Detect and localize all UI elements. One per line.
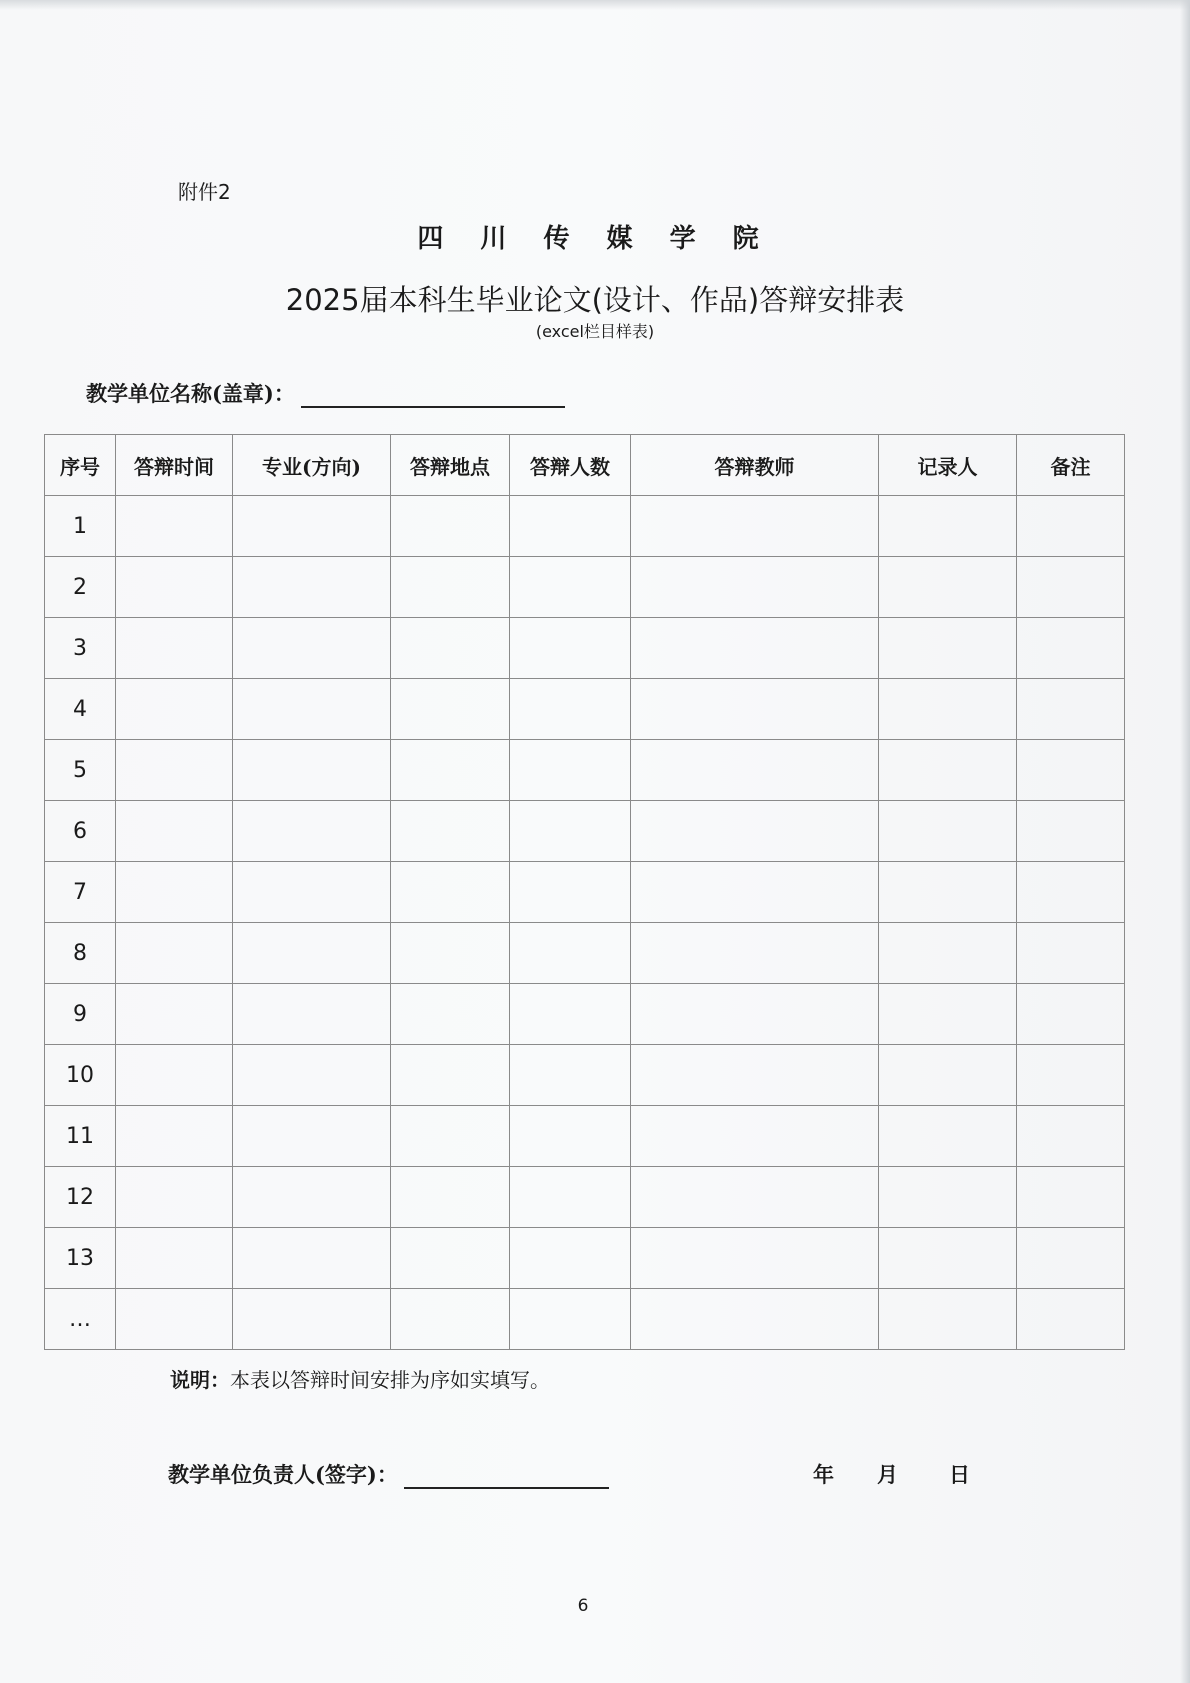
empty-cell [116, 1045, 233, 1106]
table-row [45, 984, 1125, 1045]
attachment-label: 附件2 [178, 180, 231, 204]
empty-cell [116, 1106, 233, 1167]
note-text: 本表以答辩时间安排为序如实填写。 [230, 1368, 550, 1392]
empty-cell [879, 1228, 1017, 1289]
row-number-cell: 12 [45, 1167, 116, 1228]
empty-cell [391, 496, 510, 557]
empty-cell [391, 679, 510, 740]
empty-cell [233, 496, 391, 557]
empty-cell [510, 1106, 631, 1167]
header-major: 专业(方向) [233, 435, 391, 496]
empty-cell [879, 801, 1017, 862]
empty-cell [879, 1106, 1017, 1167]
header-teachers: 答辩教师 [631, 435, 879, 496]
table-row [45, 679, 1125, 740]
header-remarks: 备注 [1017, 435, 1125, 496]
empty-cell [116, 1289, 233, 1350]
document-title: 2025届本科生毕业论文(设计、作品)答辩安排表 [285, 283, 905, 317]
empty-cell [233, 1106, 391, 1167]
empty-cell [391, 1289, 510, 1350]
signature-blank [404, 1465, 609, 1489]
header-location: 答辩地点 [391, 435, 510, 496]
empty-cell [116, 862, 233, 923]
row-number-cell: 6 [45, 801, 116, 862]
empty-cell [233, 984, 391, 1045]
empty-cell [510, 1289, 631, 1350]
row-number-cell: 11 [45, 1106, 116, 1167]
empty-cell [1017, 984, 1125, 1045]
empty-cell [116, 1167, 233, 1228]
empty-cell [1017, 1167, 1125, 1228]
empty-cell [391, 557, 510, 618]
empty-cell [510, 801, 631, 862]
header-recorder: 记录人 [879, 435, 1017, 496]
empty-cell [631, 1228, 879, 1289]
row-number-cell: 7 [45, 862, 116, 923]
empty-cell [631, 923, 879, 984]
empty-cell [879, 862, 1017, 923]
empty-cell [631, 740, 879, 801]
table-row [45, 1167, 1125, 1228]
empty-cell [233, 923, 391, 984]
empty-cell [631, 557, 879, 618]
empty-cell [879, 923, 1017, 984]
table-row [45, 801, 1125, 862]
empty-cell [233, 1045, 391, 1106]
empty-cell [631, 1289, 879, 1350]
document-subtitle: (excel栏目样表) [535, 322, 655, 341]
empty-cell [1017, 557, 1125, 618]
empty-cell [391, 801, 510, 862]
empty-cell [879, 1289, 1017, 1350]
empty-cell [879, 618, 1017, 679]
page-number: 6 [577, 1596, 589, 1616]
unit-name-blank [301, 384, 565, 408]
empty-cell [879, 557, 1017, 618]
empty-cell [510, 679, 631, 740]
empty-cell [116, 496, 233, 557]
empty-cell [631, 1045, 879, 1106]
table-row [45, 1106, 1125, 1167]
table-header-row [45, 435, 1125, 496]
empty-cell [233, 1228, 391, 1289]
empty-cell [631, 1106, 879, 1167]
empty-cell [631, 984, 879, 1045]
signature-label: 教学单位负责人(签字)： [168, 1462, 398, 1487]
empty-cell [116, 1228, 233, 1289]
empty-cell [116, 984, 233, 1045]
empty-cell [391, 984, 510, 1045]
table-row [45, 923, 1125, 984]
unit-name-label: 教学单位名称(盖章)： [86, 381, 295, 406]
empty-cell [510, 862, 631, 923]
empty-cell [391, 1045, 510, 1106]
row-number-cell: … [45, 1289, 116, 1350]
empty-cell [631, 1167, 879, 1228]
row-number-cell: 2 [45, 557, 116, 618]
school-name: 四 川 传 媒 学 院 [417, 224, 773, 254]
empty-cell [116, 923, 233, 984]
empty-cell [116, 679, 233, 740]
empty-cell [879, 1045, 1017, 1106]
empty-cell [391, 740, 510, 801]
empty-cell [1017, 923, 1125, 984]
empty-cell [1017, 496, 1125, 557]
empty-cell [391, 1228, 510, 1289]
empty-cell [391, 862, 510, 923]
empty-cell [510, 1228, 631, 1289]
empty-cell [631, 618, 879, 679]
empty-cell [510, 557, 631, 618]
date-year-label: 年 [813, 1462, 834, 1487]
row-number-cell: 3 [45, 618, 116, 679]
header-count: 答辩人数 [510, 435, 631, 496]
empty-cell [233, 862, 391, 923]
empty-cell [510, 1167, 631, 1228]
note-line [170, 1364, 550, 1393]
empty-cell [879, 679, 1017, 740]
row-number-cell: 9 [45, 984, 116, 1045]
row-number-cell: 13 [45, 1228, 116, 1289]
row-number-cell: 1 [45, 496, 116, 557]
defense-schedule-table [44, 434, 1125, 1350]
empty-cell [1017, 801, 1125, 862]
empty-cell [631, 679, 879, 740]
empty-cell [233, 801, 391, 862]
table-row [45, 557, 1125, 618]
empty-cell [879, 1167, 1017, 1228]
empty-cell [879, 740, 1017, 801]
header-defense-time: 答辩时间 [116, 435, 233, 496]
empty-cell [116, 801, 233, 862]
table-row [45, 740, 1125, 801]
unit-name-line [86, 378, 565, 408]
empty-cell [233, 557, 391, 618]
empty-cell [233, 1289, 391, 1350]
signature-line [168, 1459, 609, 1489]
empty-cell [233, 1167, 391, 1228]
empty-cell [116, 557, 233, 618]
empty-cell [631, 801, 879, 862]
empty-cell [510, 923, 631, 984]
row-number-cell: 4 [45, 679, 116, 740]
empty-cell [510, 618, 631, 679]
note-label: 说明： [170, 1368, 230, 1392]
empty-cell [510, 984, 631, 1045]
empty-cell [233, 618, 391, 679]
table-row [45, 618, 1125, 679]
empty-cell [391, 618, 510, 679]
empty-cell [1017, 1289, 1125, 1350]
empty-cell [631, 496, 879, 557]
empty-cell [1017, 862, 1125, 923]
empty-cell [1017, 740, 1125, 801]
empty-cell [1017, 1045, 1125, 1106]
empty-cell [1017, 618, 1125, 679]
table-row [45, 496, 1125, 557]
row-number-cell: 8 [45, 923, 116, 984]
empty-cell [116, 618, 233, 679]
empty-cell [879, 984, 1017, 1045]
empty-cell [116, 740, 233, 801]
empty-cell [510, 740, 631, 801]
empty-cell [391, 923, 510, 984]
empty-cell [391, 1167, 510, 1228]
empty-cell [1017, 679, 1125, 740]
empty-cell [391, 1106, 510, 1167]
empty-cell [510, 496, 631, 557]
date-day-label: 日 [949, 1462, 970, 1487]
table-row [45, 1045, 1125, 1106]
table-row [45, 862, 1125, 923]
scan-edge-top [0, 0, 1190, 10]
empty-cell [510, 1045, 631, 1106]
empty-cell [233, 740, 391, 801]
empty-cell [1017, 1106, 1125, 1167]
row-number-cell: 10 [45, 1045, 116, 1106]
header-seq: 序号 [45, 435, 116, 496]
empty-cell [1017, 1228, 1125, 1289]
row-number-cell: 5 [45, 740, 116, 801]
table-row [45, 1289, 1125, 1350]
empty-cell [631, 862, 879, 923]
table-row [45, 1228, 1125, 1289]
empty-cell [879, 496, 1017, 557]
empty-cell [233, 679, 391, 740]
date-month-label: 月 [877, 1462, 898, 1487]
